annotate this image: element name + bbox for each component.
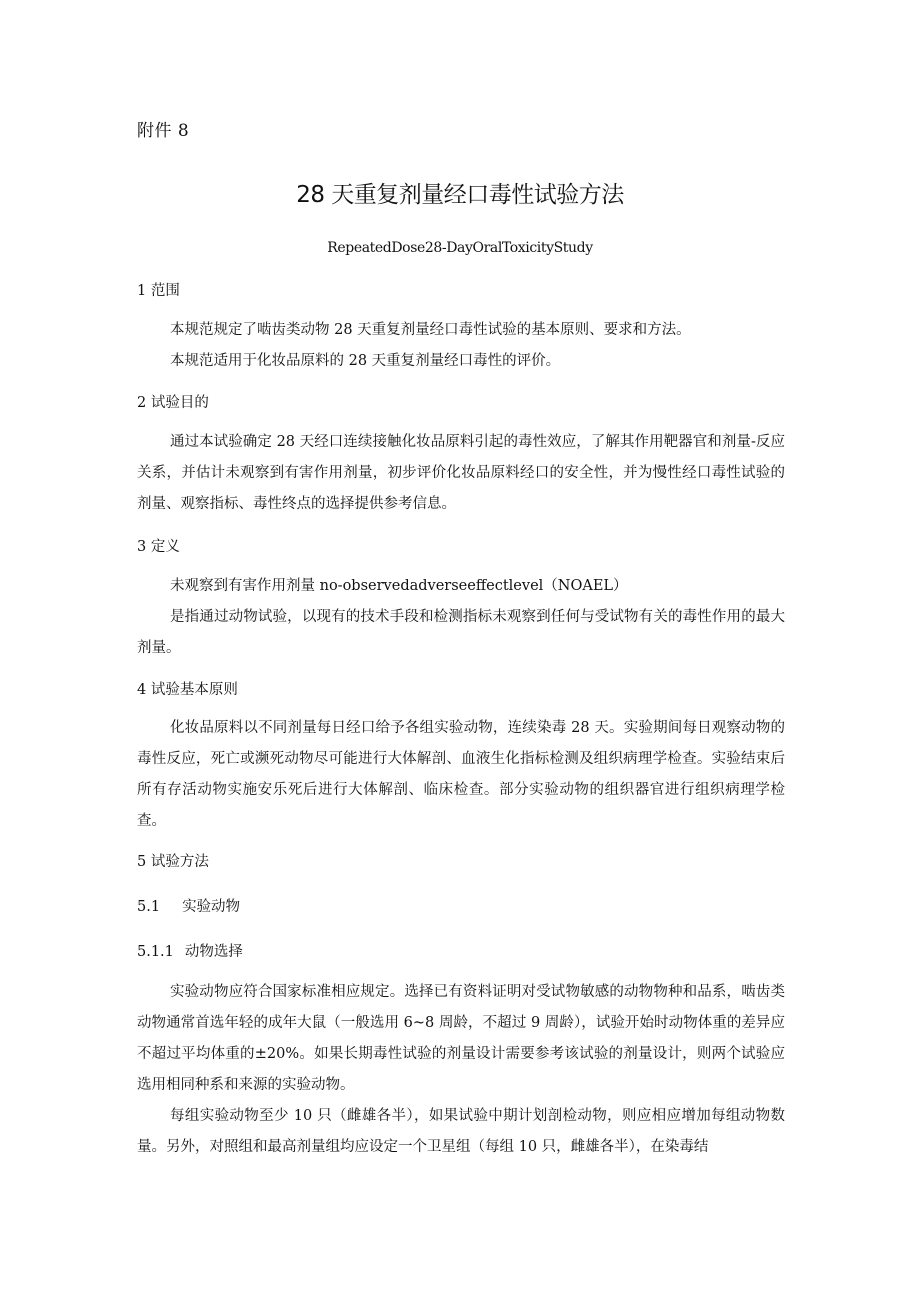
subsection-heading-5-1-1: [137, 940, 243, 961]
document-title: 28 天重复剂量经口毒性试验方法: [296, 182, 624, 208]
section-heading-methods: 5 试验方法: [137, 854, 209, 870]
section-heading-scope: 1 范围: [137, 283, 180, 299]
definition-term: 未观察到有害作用剂量 no-observedadverseeffectlevel（NOAEL）: [170, 578, 628, 594]
section-heading-definitions: 3 定义: [137, 539, 180, 555]
paragraph-scope-1: 本规范规定了啮齿类动物 28 天重复剂量经口毒性试验的基本原则、要求和方法。: [170, 322, 691, 338]
document-subtitle: RepeatedDose28-DayOralToxicityStudy: [327, 240, 593, 256]
paragraph-definition-1: 是指通过动物试验，以现有的技术手段和检测指标未观察到任何与受试物有关的毒性作用的最大剂量。: [137, 609, 785, 656]
paragraph-animal-selection-2: 每组实验动物至少 10 只（雌雄各半），如果试验中期计划剖检动物，则应相应增加每组动物数量。另外，对照组和最高剂量组均应设定一个卫星组（每组 10 只，雌雄各半），在染毒结: [137, 1108, 785, 1155]
section-heading-principles: 4 试验基本原则: [137, 682, 238, 698]
subsection-title: 动物选择: [184, 944, 243, 960]
subsection-heading-5-1: [137, 895, 240, 916]
section-heading-purpose: 2 试验目的: [137, 395, 209, 411]
paragraph-animal-selection-1: 实验动物应符合国家标准相应规定。选择已有资料证明对受试物敏感的动物物种和品系，啮齿类动物通常首选年轻的成年大鼠（一般选用 6~8 周龄，不超过 9 周龄），试验开始时动物体重的差异应不超过平均体重的±20%。如果长期毒性试验的剂量设计需要参考该试验的剂量设计，则两个试验应选用相同种系和来源的实验动物。: [137, 984, 785, 1093]
subsection-number: 5.1.1: [137, 944, 174, 960]
subsection-title: 实验动物: [182, 899, 241, 915]
paragraph-principles-1: 化妆品原料以不同剂量每日经口给予各组实验动物，连续染毒 28 天。实验期间每日观察动物的毒性反应，死亡或濒死动物尽可能进行大体解剖、血液生化指标检测及组织病理学检查。实验结束后所有存活动物实施安乐死后进行大体解剖、临床检查。部分实验动物的组织器官进行组织病理学检查。: [137, 720, 785, 829]
paragraph-purpose-1: 通过本试验确定 28 天经口连续接触化妆品原料引起的毒性效应，了解其作用靶器官和剂量-反应关系，并估计未观察到有害作用剂量，初步评价化妆品原料经口的安全性，并为慢性经口毒性试验的剂量、观察指标、毒性终点的选择提供参考信息。: [137, 434, 785, 512]
paragraph-scope-2: 本规范适用于化妆品原料的 28 天重复剂量经口毒性的评价。: [170, 353, 561, 369]
subsection-number: 5.1: [137, 899, 161, 915]
annex-label: 附件 8: [137, 121, 190, 141]
